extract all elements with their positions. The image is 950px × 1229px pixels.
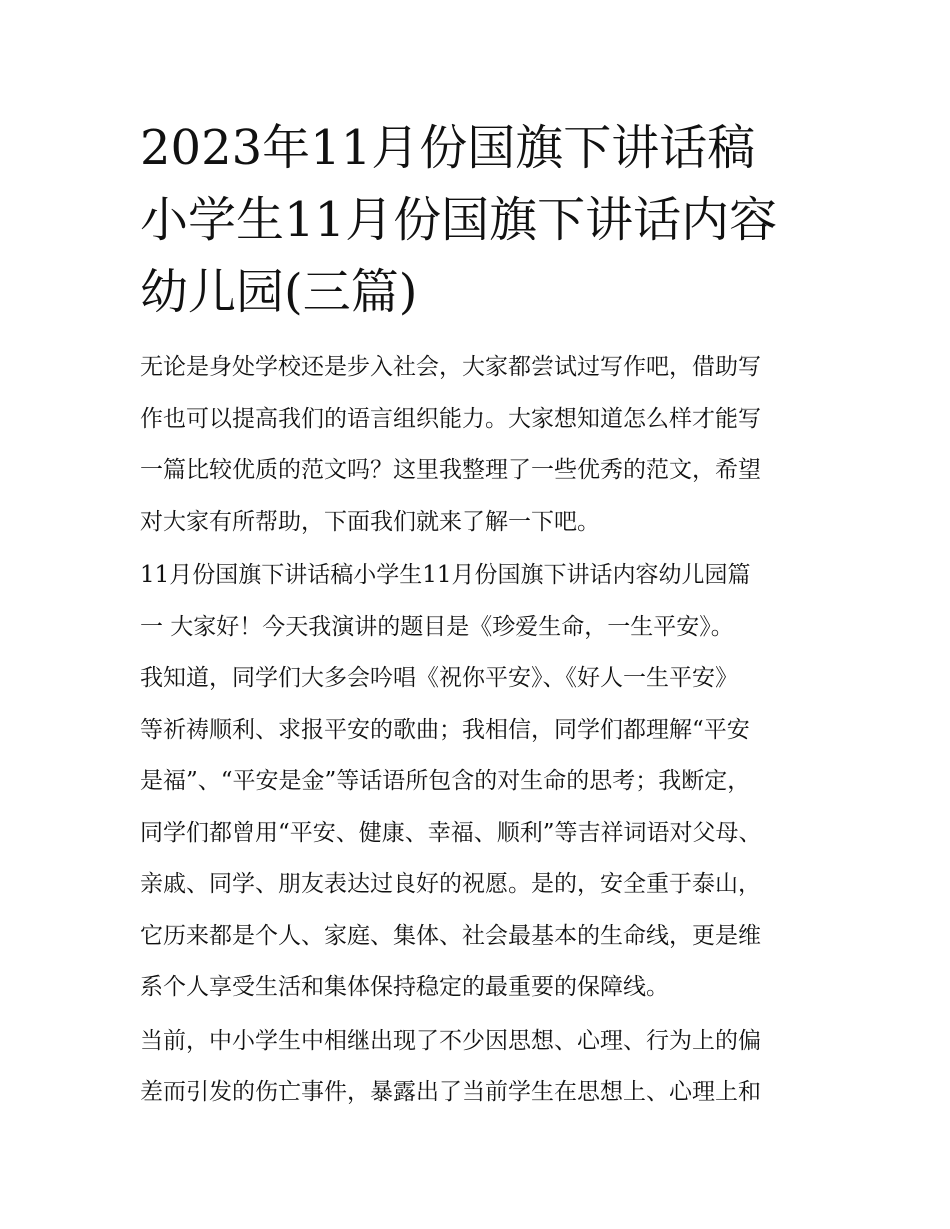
title-line: 小学生11月份国旗下讲话内容: [140, 192, 778, 248]
intro-paragraph: [140, 342, 815, 548]
text-line: 无论是身处学校还是步入社会，大家都尝试过写作吧，借助写: [140, 354, 761, 380]
text-line: 它历来都是个人、家庭、集体、社会最基本的生命线，更是维: [140, 922, 761, 949]
title-line: 2023年11月份国旗下讲话稿: [140, 120, 756, 176]
text-line: 作也可以提高我们的语言组织能力。大家想知道怎么样才能写: [140, 405, 761, 432]
document-page: [140, 112, 815, 1119]
title-line: 幼儿园(三篇): [140, 264, 418, 320]
text-line: 是福”、“平安是金”等话语所包含的对生命的思考；我断定，: [140, 768, 751, 794]
text-line: 系个人享受生活和集体保持稳定的最重要的保障线。: [140, 974, 669, 1000]
text-line: 一 大家好！今天我演讲的题目是《珍爱生命，一生平安》。: [140, 613, 734, 640]
text-line: 一篇比较优质的范文吗？这里我整理了一些优秀的范文，希望: [140, 457, 761, 483]
speech-paragraph-1: [140, 550, 815, 1014]
text-line: 差而引发的伤亡事件，暴露出了当前学生在思想上、心理上和: [140, 1079, 761, 1105]
text-line: 同学们都曾用“平安、健康、幸福、顺利”等吉祥词语对父母、: [140, 819, 762, 846]
text-line: 当前，中小学生中相继出现了不少因思想、心理、行为上的偏: [140, 1027, 761, 1054]
speech-paragraph-2: [140, 1016, 815, 1119]
text-line: 对大家有所帮助，下面我们就来了解一下吧。: [140, 508, 600, 535]
text-line: 我知道，同学们大多会吟唱《祝你平安》、《好人一生平安》: [140, 665, 738, 691]
document-title: [140, 112, 815, 328]
text-line: 亲戚、同学、朋友表达过良好的祝愿。是的，安全重于泰山，: [140, 871, 761, 897]
text-line: 等祈祷顺利、求报平安的歌曲；我相信，同学们都理解“平安: [140, 716, 750, 743]
text-line: 11月份国旗下讲话稿小学生11月份国旗下讲话内容幼儿园篇: [140, 562, 751, 588]
